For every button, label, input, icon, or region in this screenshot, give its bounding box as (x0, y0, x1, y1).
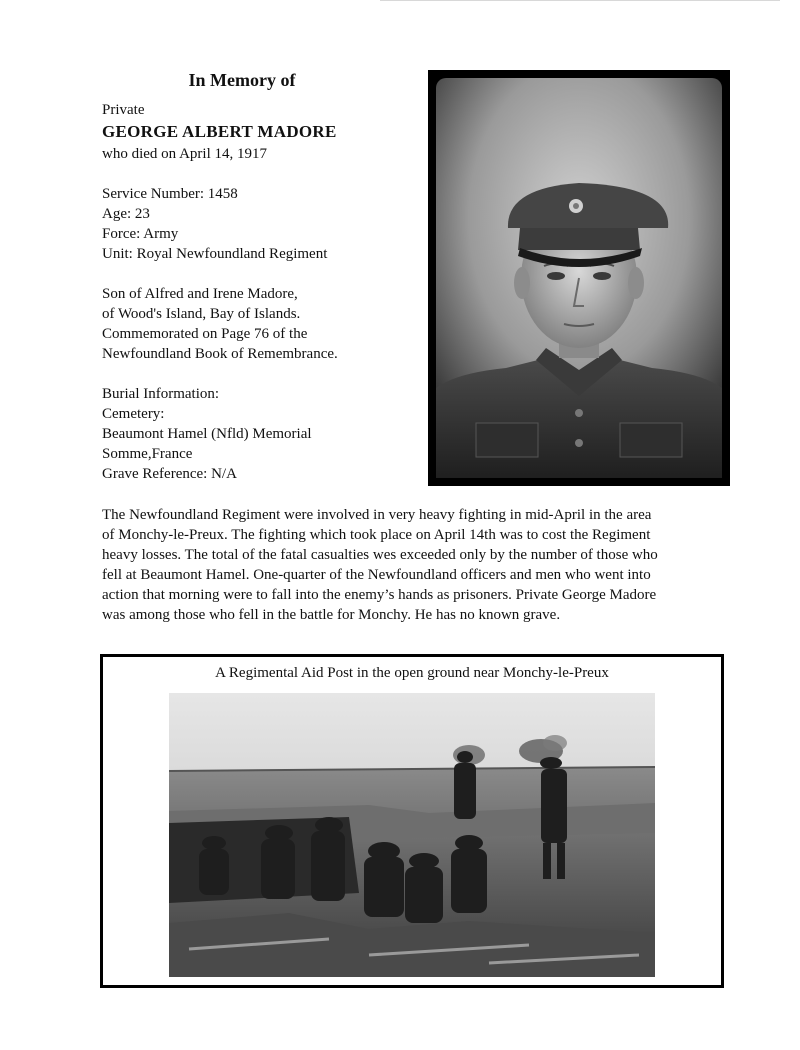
burial-line: Somme,France (102, 446, 193, 462)
narrative-line: The Newfoundland Regiment were involved in very heavy fighting in mid-April in the area (102, 507, 652, 523)
narrative-line: of Monchy-le-Preux. The fighting which took place on April 14th was to cost the Regiment (102, 527, 651, 543)
family-line: Newfoundland Book of Remembrance. (102, 346, 338, 362)
narrative-line: was among those who fell in the battle for Monchy. He has no known grave. (102, 607, 561, 623)
family-line: Son of Alfred and Irene Madore, (102, 286, 298, 302)
soldier-name: GEORGE ALBERT MADORE (102, 122, 337, 141)
service-number: Service Number: 1458 (102, 186, 238, 202)
rank: Private (102, 102, 145, 118)
family-line: Commemorated on Page 76 of the (102, 326, 308, 342)
portrait-frame (428, 70, 730, 486)
family-line: of Wood's Island, Bay of Islands. (102, 306, 301, 322)
burial-line: Grave Reference: N/A (102, 466, 237, 482)
narrative (102, 505, 732, 625)
narrative-line: action that morning were to fall into the enemy’s hands as prisoners. Private George Madore (102, 587, 657, 603)
burial-line: Beaumont Hamel (Nfld) Memorial (102, 426, 312, 442)
unit: Unit: Royal Newfoundland Regiment (102, 246, 328, 262)
narrative-line: heavy losses. The total of the fatal casualties wes exceeded only by the number of those who (102, 547, 658, 563)
soldier-info (102, 100, 422, 484)
soldier-portrait (436, 78, 722, 478)
battlefield-photo (169, 693, 655, 977)
photo-box (100, 654, 724, 988)
narrative-line: fell at Beaumont Hamel. One-quarter of the Newfoundland officers and men who went into (102, 567, 651, 583)
burial-line: Cemetery: (102, 406, 165, 422)
top-rule (380, 0, 780, 1)
page-title: In Memory of (188, 70, 296, 90)
force: Force: Army (102, 226, 179, 242)
death-date: who died on April 14, 1917 (102, 146, 267, 162)
photo-caption: A Regimental Aid Post in the open ground near Monchy-le-Preux (215, 665, 609, 681)
age: Age: 23 (102, 206, 150, 222)
burial-line: Burial Information: (102, 386, 220, 402)
